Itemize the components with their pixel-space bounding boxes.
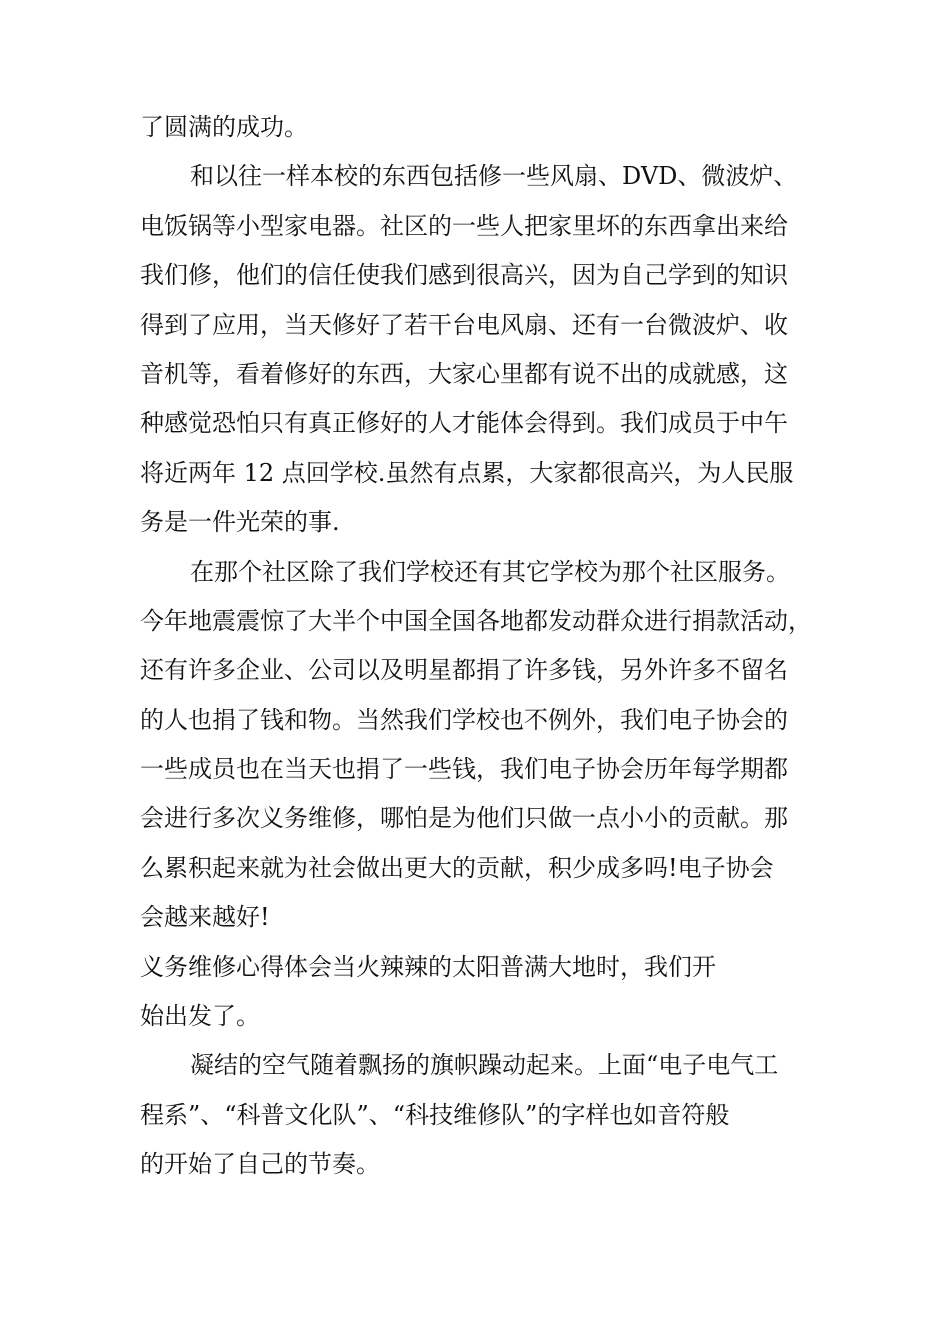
text-line: 一些成员也在当天也捐了一些钱，我们电子协会历年每学期都 (140, 755, 788, 784)
text-line: 么累积起来就为社会做出更大的贡献，积少成多吗!电子协会 (140, 853, 774, 882)
text-line: 义务维修心得体会当火辣辣的太阳普满大地时，我们开 (140, 952, 716, 981)
text-line: 程系”、“科普文化队”、“科技维修队”的字样也如音符般 (140, 1100, 730, 1129)
text-line: 的开始了自己的节奏。 (140, 1150, 380, 1179)
text-line: 了圆满的成功。 (140, 113, 308, 141)
text-line: 今年地震震惊了大半个中国全国各地都发动群众进行捐款活动， (140, 606, 812, 635)
text-line: 和以往一样本校的东西包括修一些风扇、DVD、微波炉、 (190, 162, 798, 191)
text-line: 电饭锅等小型家电器。社区的一些人把家里坏的东西拿出来给 (140, 211, 788, 240)
text-line: 的人也捐了钱和物。当然我们学校也不例外，我们电子协会的 (140, 705, 788, 734)
text-line: 务是一件光荣的事. (140, 508, 340, 537)
text-line: 将近两年 12 点回学校.虽然有点累，大家都很高兴，为人民服 (140, 458, 794, 487)
document-body (140, 103, 860, 1190)
text-line: 会进行多次义务维修，哪怕是为他们只做一点小小的贡献。那 (140, 804, 788, 833)
text-line: 得到了应用，当天修好了若干台电风扇、还有一台微波炉、收 (140, 310, 788, 339)
text-line: 在那个社区除了我们学校还有其它学校为那个社区服务。 (190, 557, 790, 586)
text-line: 我们修，他们的信任使我们感到很高兴，因为自己学到的知识 (140, 261, 788, 290)
text-line: 种感觉恐怕只有真正修好的人才能体会得到。我们成员于中午 (140, 409, 788, 438)
text-line: 还有许多企业、公司以及明星都捐了许多钱，另外许多不留名 (140, 656, 788, 685)
text-line: 会越来越好! (140, 903, 270, 932)
text-line: 音机等，看着修好的东西，大家心里都有说不出的成就感，这 (140, 359, 788, 388)
text-line: 凝结的空气随着飘扬的旗帜躁动起来。上面“电子电气工 (190, 1051, 779, 1080)
text-line: 始出发了。 (140, 1002, 260, 1031)
